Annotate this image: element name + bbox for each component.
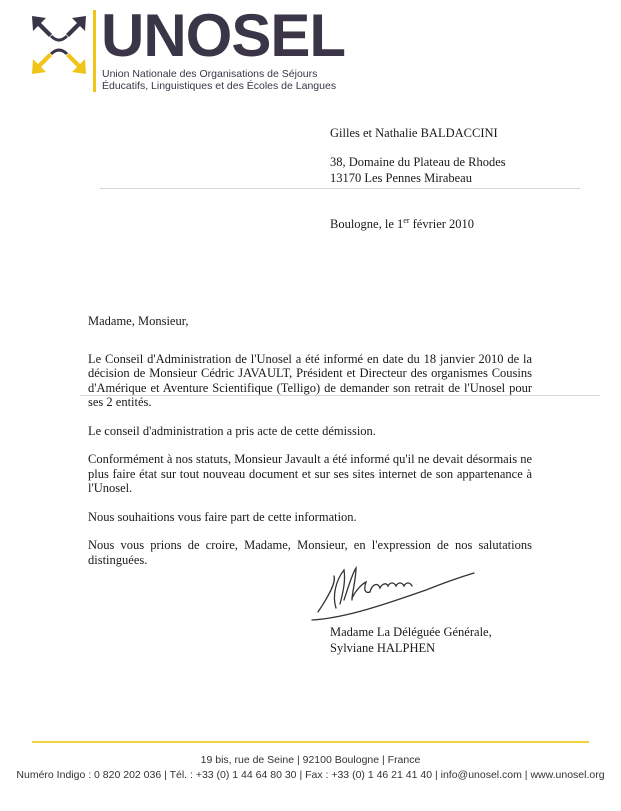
unosel-logo-icon xyxy=(30,14,88,76)
date-suffix: février 2010 xyxy=(409,217,475,231)
brand-name: UNOSEL xyxy=(101,2,346,69)
letter-body xyxy=(88,314,532,567)
brand-subtitle-line2: Éducatifs, Linguistiques et des Écoles de Langues xyxy=(102,80,337,92)
footer-contact: Numéro Indigo : 0 820 202 036 | Tél. : +33 (0) 1 44 64 80 30 | Fax : +33 (0) 1 46 21 41 40 | info@unosel.com | www.unosel.org xyxy=(16,769,605,781)
footer-address: 19 bis, rue de Seine | 92100 Boulogne | France xyxy=(200,754,421,766)
signatory-title: Madame La Déléguée Générale, xyxy=(330,625,492,639)
signatory-block xyxy=(330,625,492,656)
handwritten-signature-icon xyxy=(306,560,478,626)
letter-footer xyxy=(0,753,621,783)
recipient-address-line1: 38, Domaine du Plateau de Rhodes xyxy=(330,155,506,169)
date-superscript: er xyxy=(403,216,410,225)
brand-subtitle-line1: Union Nationale des Organisations de Séjours xyxy=(102,68,318,80)
brand-subtitle xyxy=(102,68,336,92)
signatory-name: Sylviane HALPHEN xyxy=(330,640,436,655)
letter-date xyxy=(330,216,474,232)
scan-fold-line xyxy=(100,188,580,189)
recipient-name: Gilles et Nathalie BALDACCINI xyxy=(330,126,498,140)
body-paragraph: Conformément à nos statuts, Monsieur Javault a été informé qu'il ne devait désormais ne plus faire état sur tout nouveau document et sur ses sites internet de son appartenance à l'Unosel. xyxy=(88,452,532,495)
recipient-address-block xyxy=(330,125,506,186)
footer-divider xyxy=(32,741,589,743)
date-prefix: Boulogne, le 1 xyxy=(330,217,404,231)
closing-paragraph: Nous vous prions de croire, Madame, Monsieur, en l'expression de nos salutations distinguées. xyxy=(88,538,532,567)
body-paragraph: Le conseil d'administration a pris acte de cette démission. xyxy=(88,423,376,438)
body-paragraph: Le Conseil d'Administration de l'Unosel a été informé en date du 18 janvier 2010 de la décision de Monsieur Cédric JAVAULT, Président et Directeur des organismes Cousins d'Amérique et Aventure Scientifique (Telligo) de demander son retrait de l'Unosel pour ses 2 entités. xyxy=(88,351,532,409)
letterhead-accent-bar xyxy=(93,10,96,92)
body-paragraph: Nous souhaitions vous faire part de cette information. xyxy=(88,509,357,524)
salutation: Madame, Monsieur, xyxy=(88,314,189,328)
recipient-address-line2: 13170 Les Pennes Mirabeau xyxy=(330,171,472,185)
